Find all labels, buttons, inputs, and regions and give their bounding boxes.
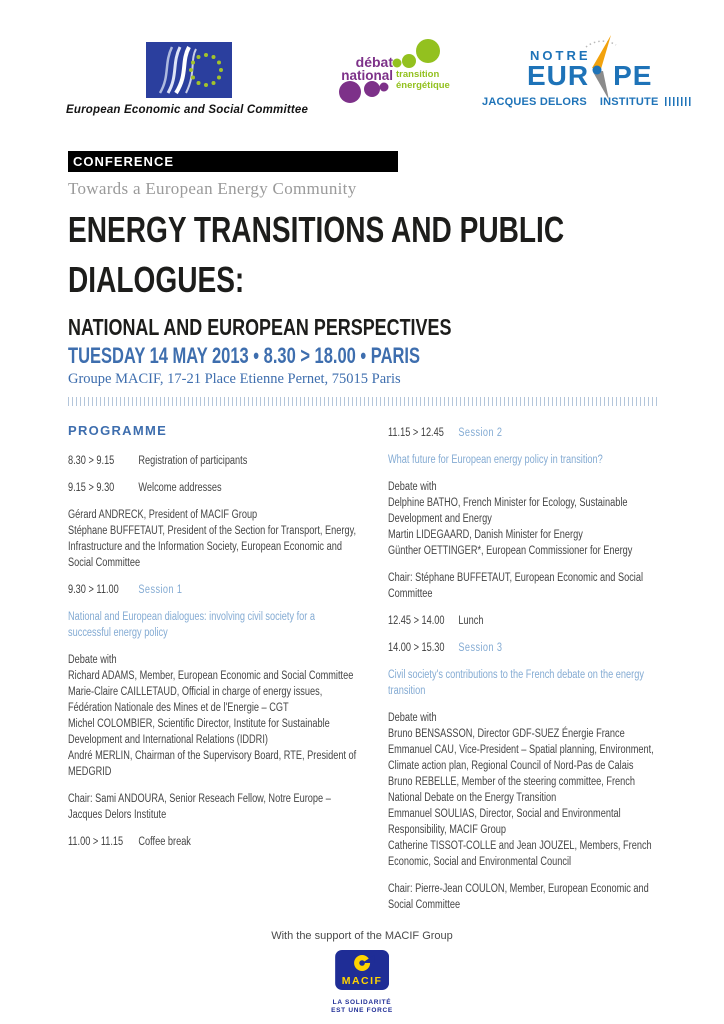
- session3-chair: Chair: Pierre-Jean COULON, Member, European Economic and Social Committee: [388, 883, 649, 911]
- time-range: 8.30 > 9.15: [68, 455, 115, 467]
- programme-entry-lunch: [388, 613, 657, 629]
- support-note: With the support of the MACIF Group: [271, 930, 453, 942]
- speaker-line: Bruno BENSASSON, Director GDF-SUEZ Énergie France: [388, 728, 625, 740]
- debat-word: transition: [396, 69, 440, 80]
- programme-entry-session1: [68, 582, 360, 598]
- welcome-speakers: [68, 507, 360, 571]
- debat-word: énergétique: [396, 80, 450, 91]
- speaker-line: Emmanuel CAU, Vice-President – Spatial planning, Environment, Climate action plan, Regional Council of Nord-Pas de Calais: [388, 744, 654, 772]
- speaker-line: Marie-Claire CAILLETAUD, Official in charge of energy issues, Fédération Nationale des Mines et de l'Energie – CGT: [68, 686, 323, 714]
- programme-entry-session2: [388, 425, 657, 441]
- eesc-logo: [146, 42, 232, 98]
- debat-purple-circles: [339, 81, 389, 103]
- speaker-line: Richard ADAMS, Member, European Economic and Social Committee: [68, 670, 354, 682]
- entry-label: Welcome addresses: [138, 482, 222, 494]
- time-range: 9.30 > 11.00: [68, 584, 119, 596]
- programme-entry-welcome: [68, 480, 360, 496]
- speaker-line: Delphine BATHO, French Minister for Ecology, Sustainable Development and Energy: [388, 497, 628, 525]
- notre-europe-jacques-delors: JACQUES DELORS: [482, 96, 587, 108]
- event-title-line1: ENERGY TRANSITIONS AND PUBLIC: [68, 209, 565, 250]
- speaker-line: Stéphane BUFFETAUT, President of the Section for Transport, Energy, Infrastructure and the Information Society, European Economic and Social Committee: [68, 525, 357, 569]
- macif-logo-name: MACIF: [341, 975, 383, 987]
- eesc-caption: European Economic and Social Committee: [66, 104, 309, 116]
- programme-column-right: [388, 423, 658, 924]
- debate-with-label: Debate with: [388, 712, 437, 724]
- session-label: Session 3: [458, 642, 503, 654]
- speaker-line: Michel COLOMBIER, Scientific Director, Institute for Sustainable Development and International Relations (IDDRI): [68, 718, 330, 746]
- notre-europe-institute-line: [482, 96, 691, 108]
- entry-label: Registration of participants: [138, 455, 248, 467]
- speaker-line: André MERLIN, Chairman of the Supervisory Board, RTE, President of MEDGRID: [68, 750, 357, 778]
- entry-label: Coffee break: [138, 836, 191, 848]
- macif-logo-icon: [335, 950, 389, 990]
- speaker-line: Günther OETTINGER*, European Commissioner for Energy: [388, 545, 633, 557]
- speaker-line: Gérard ANDRECK, President of MACIF Group: [68, 509, 258, 521]
- debate-with-label: Debate with: [388, 481, 437, 493]
- conference-banner: [68, 151, 398, 172]
- event-venue: Groupe MACIF, 17-21 Place Etienne Pernet, 75015 Paris: [68, 371, 401, 387]
- session1-debate: [68, 652, 360, 780]
- debat-word: national: [341, 68, 393, 83]
- time-range: 11.00 > 11.15: [68, 836, 124, 848]
- programme-entry-registration: [68, 453, 360, 469]
- event-subtitle: Towards a European Energy Community: [68, 179, 357, 198]
- notre-europe-institute: INSTITUTE: [599, 96, 659, 108]
- notre-europe-logo: [482, 32, 668, 108]
- institute-ticks: [665, 97, 691, 106]
- event-title-line2: DIALOGUES:: [68, 259, 245, 300]
- time-range: 9.15 > 9.30: [68, 482, 115, 494]
- notre-europe-eur: EUR: [527, 60, 590, 91]
- debat-green-circles: [393, 39, 441, 68]
- speaker-line: Emmanuel SOULIAS, Director, Social and Environmental Responsibility, MACIF Group: [388, 808, 621, 836]
- session2-chair: Chair: Stéphane BUFFETAUT, European Economic and Social Committee: [388, 572, 643, 600]
- session1-description: National and European dialogues: involving civil society for a successful energy policy: [68, 611, 316, 639]
- notre-europe-pe: PE: [613, 60, 653, 91]
- compass-needle-icon: [585, 32, 617, 102]
- macif-slogan-line2: EST UNE FORCE: [331, 1007, 393, 1014]
- debat-national-logo: [336, 36, 466, 108]
- programme-entry-session3: [388, 640, 657, 656]
- macif-slogan: [331, 999, 393, 1015]
- conference-banner-label: CONFERENCE: [73, 154, 175, 169]
- programme-heading: PROGRAMME: [68, 423, 168, 438]
- debate-with-label: Debate with: [68, 654, 117, 666]
- session2-debate: [388, 479, 657, 559]
- debat-word: débat: [355, 54, 393, 70]
- speaker-line: Bruno REBELLE, Member of the steering committee, French National Debate on the Energy Transition: [388, 776, 635, 804]
- session3-description: Civil society's contributions to the French debate on the energy transition: [388, 669, 644, 697]
- macif-logo: [331, 950, 393, 1015]
- session1-chair: Chair: Sami ANDOURA, Senior Reseach Fellow, Notre Europe –Jacques Delors Institute: [68, 793, 331, 821]
- notre-europe-notre: NOTRE: [530, 48, 591, 63]
- event-title-line3: NATIONAL AND EUROPEAN PERSPECTIVES: [68, 314, 452, 340]
- divider-ticks: [68, 397, 658, 406]
- programme-entry-coffee: [68, 834, 360, 850]
- speaker-line: Catherine TISSOT-COLLE and Jean JOUZEL, Members, French Economic, Social and Environmental Council: [388, 840, 652, 868]
- macif-slogan-line1: LA SOLIDARITÉ: [332, 999, 392, 1006]
- session2-description: What future for European energy policy in transition?: [388, 454, 603, 466]
- programme-column-left: [68, 423, 360, 861]
- time-range: 11.15 > 12.45: [388, 427, 444, 439]
- time-range: 14.00 > 15.30: [388, 642, 445, 654]
- entry-label: Lunch: [458, 615, 484, 627]
- time-range: 12.45 > 14.00: [388, 615, 445, 627]
- speaker-line: Martin LIDEGAARD, Danish Minister for Energy: [388, 529, 583, 541]
- event-date-line: TUESDAY 14 MAY 2013 • 8.30 > 18.00 • PARIS: [68, 343, 420, 368]
- session-label: Session 2: [458, 427, 503, 439]
- session3-debate: [388, 710, 657, 870]
- session-label: Session 1: [138, 584, 183, 596]
